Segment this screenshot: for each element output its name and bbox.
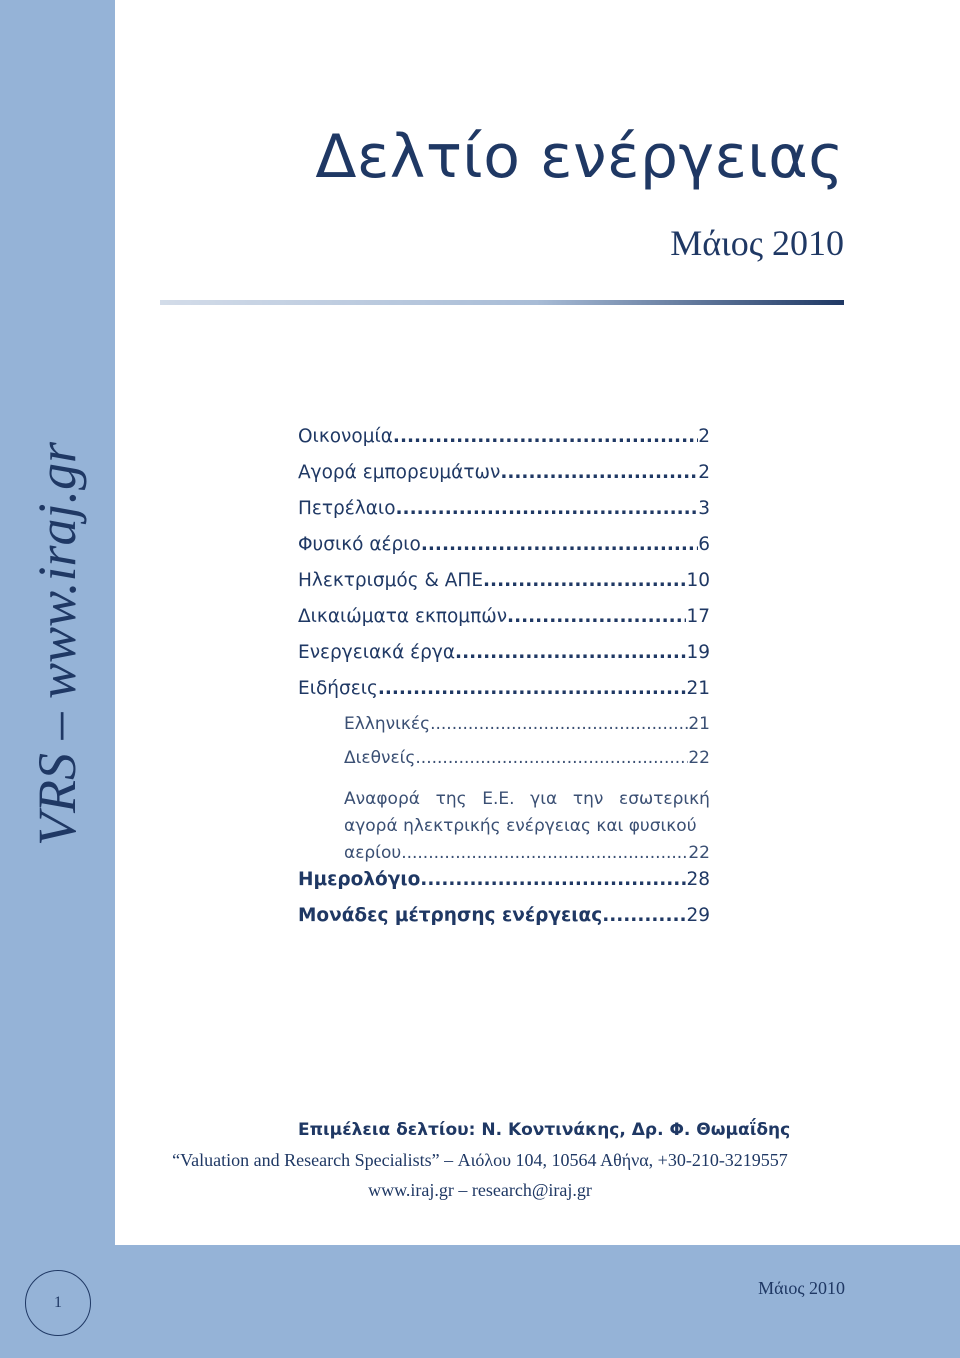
toc-sub-item[interactable]: Ελληνικές ..... 21 (298, 714, 710, 748)
contact-links[interactable]: www.iraj.gr – research@iraj.gr (368, 1180, 592, 1200)
page-number: 1 (54, 1294, 62, 1311)
toc-item[interactable]: Αγορά εμπορευμάτων ..... 2 (298, 462, 710, 498)
toc-item[interactable]: Ενεργειακά έργα ..... 19 (298, 642, 710, 678)
footer-date: Μάιος 2010 (758, 1278, 845, 1298)
table-of-contents (298, 426, 710, 941)
toc-sub-item-multiline[interactable]: Αναφορά της Ε.Ε. για την εσωτερική αγορά ηλεκτρικής ενέργειας και φυσικού αερίου ..... 22 (298, 786, 710, 867)
page-number-badge (25, 1270, 91, 1336)
toc-item[interactable]: Οικονομία ..... 2 (298, 426, 710, 462)
document-title: Δελτίο ενέργειας (315, 122, 844, 192)
company-address: “Valuation and Research Specialists” – Αιόλου 104, 10564 Αθήνα, +30-210-3219557 (172, 1150, 788, 1170)
toc-item[interactable]: Ειδήσεις ..... 21 (298, 678, 710, 714)
document-date: Μάιος 2010 (670, 223, 844, 263)
toc-item[interactable]: Πετρέλαιο ..... 3 (298, 498, 710, 534)
toc-item[interactable]: Μονάδες μέτρησης ενέργειας ..... 29 (298, 905, 710, 941)
toc-sub-item[interactable]: Διεθνείς ..... 22 (298, 748, 710, 782)
toc-item[interactable]: Ηλεκτρισμός & ΑΠΕ ..... 10 (298, 570, 710, 606)
editor-credits: Επιμέλεια δελτίου: Ν. Κοντινάκης, Δρ. Φ. Θωμαΐδης (298, 1120, 791, 1140)
toc-item[interactable]: Φυσικό αέριο ..... 6 (298, 534, 710, 570)
title-divider (160, 300, 844, 305)
sidebar-website-text: VRS – www.iraj.gr (27, 441, 87, 846)
toc-item[interactable]: Δικαιώματα εκπομπών ..... 17 (298, 606, 710, 642)
toc-item[interactable]: Ημερολόγιο ..... 28 (298, 869, 710, 905)
